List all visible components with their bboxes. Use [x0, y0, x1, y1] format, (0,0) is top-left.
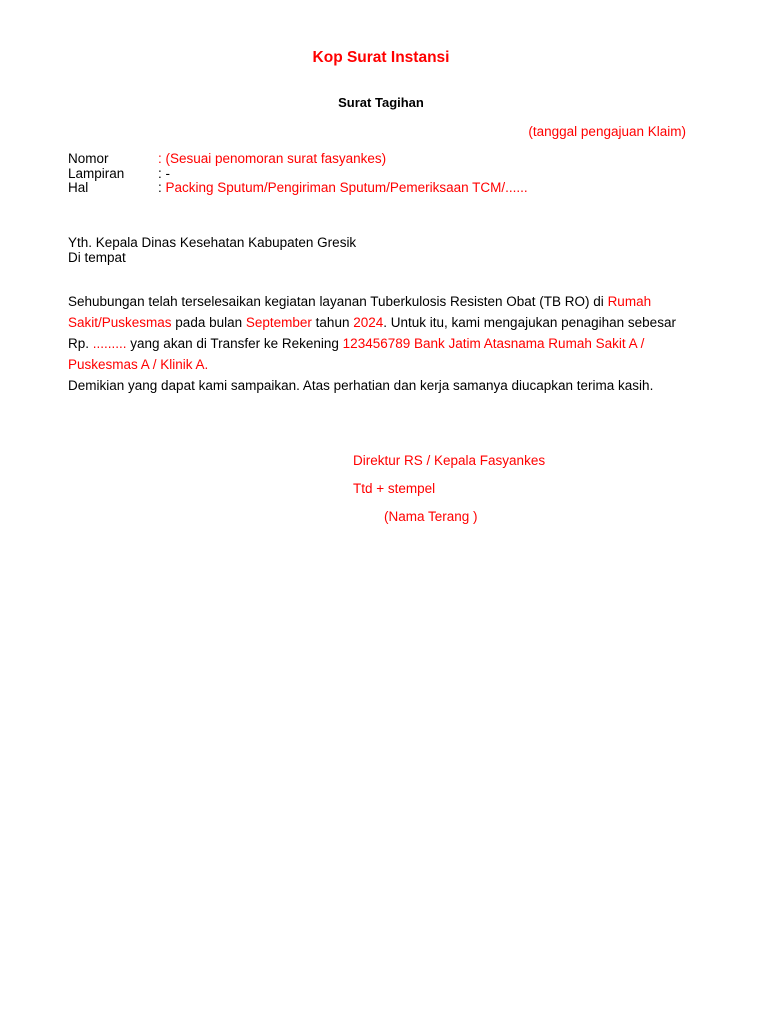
letter-meta [68, 152, 528, 196]
meta-value-hal: Packing Sputum/Pengiriman Sputum/Pemeriksaan TCM/...... [165, 180, 528, 195]
body-month: September [245, 315, 312, 330]
meta-value-lampiran: : - [158, 165, 170, 181]
signature-title: Direktur RS / Kepala Fasyankes [353, 453, 546, 468]
body-text-1: Sehubungan telah terselesaikan kegiatan layanan Tuberkulosis Resisten Obat (TB RO) di [68, 294, 608, 309]
meta-row-lampiran [68, 167, 528, 182]
signature-name: (Nama Terang ) [384, 509, 478, 524]
letter-date: (tanggal pengajuan Klaim) [528, 124, 686, 139]
letterhead-title: Kop Surat Instansi [312, 49, 450, 66]
recipient-address [68, 236, 356, 265]
body-facility: Rumah Sakit/Puskesmas [68, 294, 652, 330]
address-line-1: Yth. Kepala Dinas Kesehatan Kabupaten Gresik [68, 235, 357, 250]
letter-body [68, 291, 698, 396]
body-closing: Demikian yang dapat kami sampaikan. Atas perhatian dan kerja samanya diucapkan terima kasih. [68, 378, 654, 393]
signature-stamp: Ttd + stempel [353, 481, 436, 496]
meta-value-nomor: : (Sesuai penomoran surat fasyankes) [158, 151, 387, 166]
meta-label-lampiran: Lampiran [68, 165, 125, 181]
body-text-4: . Untuk itu, kami mengajukan penagihan sebesar Rp. [68, 315, 676, 351]
meta-label-nomor: Nomor [68, 151, 109, 166]
address-line-2: Di tempat [68, 249, 126, 265]
body-text-2: pada bulan [171, 315, 246, 330]
meta-label-hal: Hal [68, 180, 89, 195]
body-paragraph-1 [68, 291, 698, 375]
meta-row-hal [68, 181, 528, 196]
body-account: 123456789 Bank Jatim Atasnama Rumah Sakit A / Puskesmas A / Klinik A. [68, 336, 645, 372]
meta-row-nomor [68, 152, 528, 167]
meta-colon-hal: : [158, 180, 166, 195]
body-year: 2024 [353, 315, 384, 330]
body-text-5: yang akan di Transfer ke Rekening [126, 336, 343, 351]
letter-subject: Surat Tagihan [338, 95, 424, 110]
body-text-3: tahun [311, 315, 354, 330]
body-amount: ......... [92, 336, 127, 351]
